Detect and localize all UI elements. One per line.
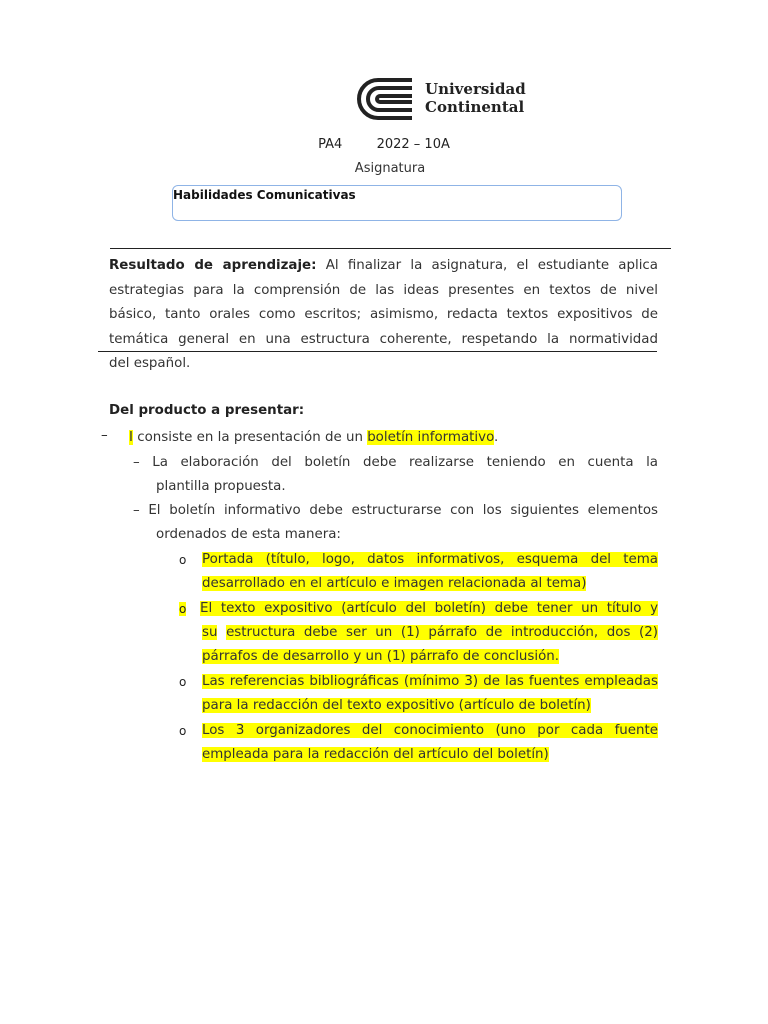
sub-item-2-line-1: – El boletín informativo debe estructurarse con los siguientes elementos — [133, 503, 658, 518]
bullet-1-line-1: Portada (título, logo, datos informativos, esquema del tema — [202, 552, 658, 567]
subject-name: Habilidades Comunicativas — [173, 188, 356, 202]
bullet-3-line-1: Las referencias bibliográficas (mínimo 3) de las fuentes empleadas — [202, 674, 658, 689]
bullet-3-marker: o — [179, 675, 187, 689]
course-code-line — [0, 137, 768, 152]
item1-highlight: boletín informativo — [367, 430, 495, 445]
product-item-1: I consiste en la presentación de un boletín informativo. — [129, 430, 499, 445]
continental-emblem-icon — [356, 76, 416, 122]
result-line-4: temática general en una estructura coherente, respetando la normatividad — [109, 331, 658, 347]
bullet-4-line-1: Los 3 organizadores del conocimiento (uno por cada fuente — [202, 723, 658, 738]
result-line-5: del español. — [109, 356, 191, 371]
sub-item-1-line-1: – La elaboración del boletín debe realizarse teniendo en cuenta la — [133, 455, 658, 470]
bullet-1-line-2: desarrollado en el artículo e imagen relacionada al tema) — [202, 576, 587, 591]
bullet-2-line-3: párrafos de desarrollo y un (1) párrafo de conclusión. — [202, 649, 560, 664]
sub-item-2-line-2: ordenados de esta manera: — [156, 527, 341, 542]
subject-box — [172, 185, 622, 221]
sub-item-1-line-2: plantilla propuesta. — [156, 479, 286, 494]
result-line-2: estrategias para la comprensión de las ideas presentes en textos de nivel — [109, 282, 658, 298]
bullet-4-marker: o — [179, 724, 187, 738]
university-logo — [356, 74, 526, 124]
bullet-4-line-2: empleada para la redacción del artículo del boletín) — [202, 747, 549, 762]
logo-line-2: Continental — [425, 98, 525, 116]
logo-line-1: Universidad — [425, 80, 526, 98]
product-code: PA4 — [318, 137, 343, 152]
product-section-title: Del producto a presentar: — [109, 403, 305, 418]
subject-label: Asignatura — [354, 161, 426, 176]
item1-prefix: I — [129, 430, 133, 445]
result-line-1: Resultado de aprendizaje: Al finalizar la asignatura, el estudiante aplica — [109, 258, 658, 273]
learning-result — [109, 254, 658, 377]
bullet-1-marker: o — [179, 553, 187, 567]
bullet-3-line-2: para la redacción del texto expositivo (artículo de boletín) — [202, 698, 591, 713]
bullet-2-marker: o — [179, 602, 187, 616]
list-dash: – — [101, 428, 108, 443]
result-line-3: básico, tanto orales como escritos; asimismo, redacta textos expositivos de — [109, 307, 658, 322]
divider-mid — [98, 351, 657, 352]
bullet-2-line-2: su estructura debe ser un (1) párrafo de introducción, dos (2) — [202, 625, 658, 640]
academic-period: 2022 – 10A — [376, 137, 450, 152]
result-label: Resultado de aprendizaje: — [109, 258, 317, 273]
bullet-2-line-1: El texto expositivo (artículo del boletín) debe tener un título y — [200, 601, 658, 616]
divider-top — [110, 248, 671, 249]
logo-wordmark — [425, 80, 526, 116]
